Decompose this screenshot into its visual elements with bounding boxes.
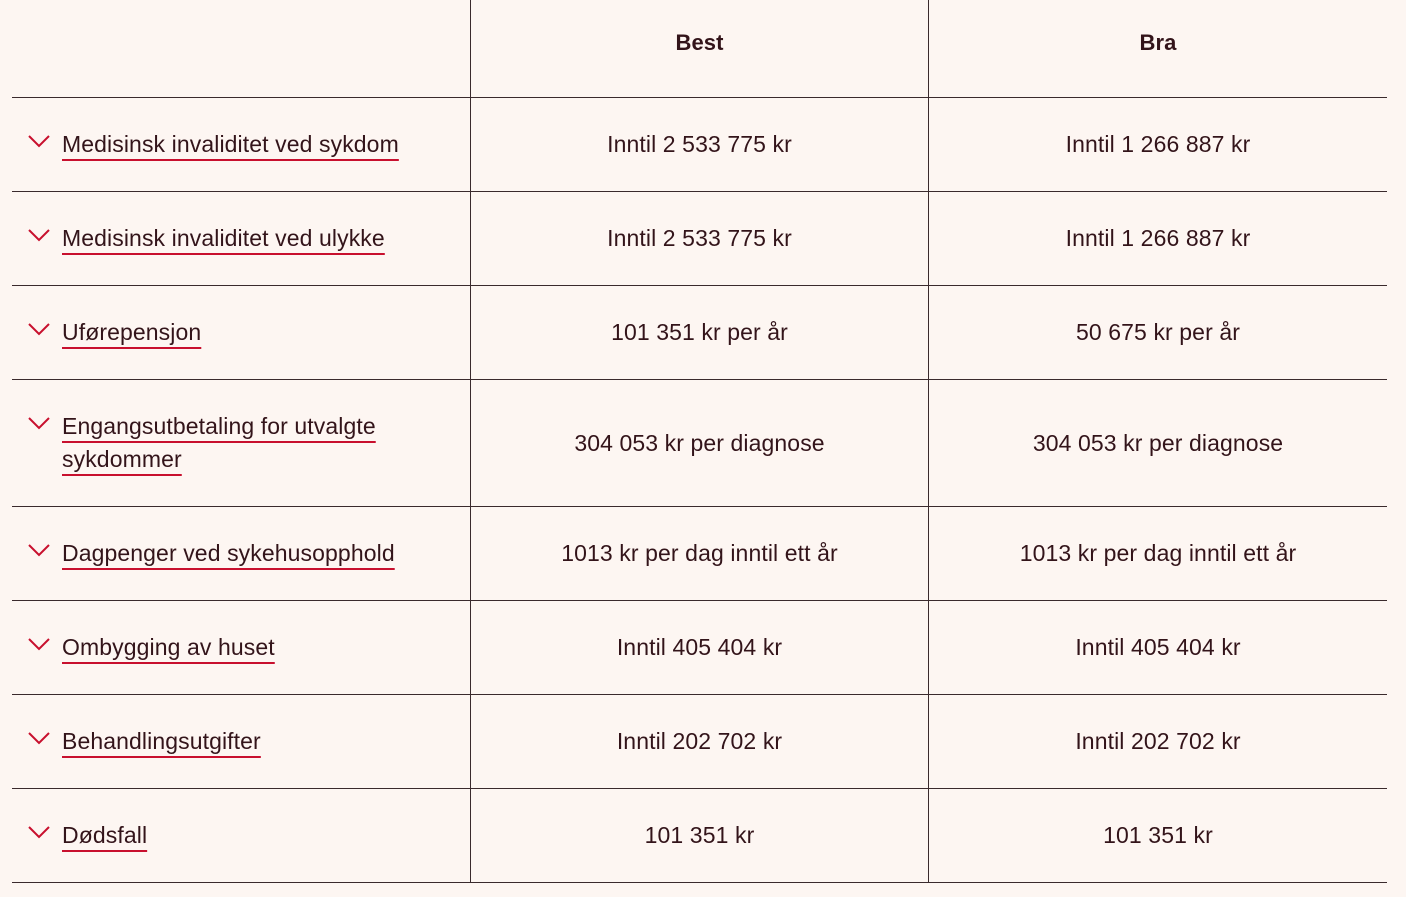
row-toggle[interactable]: [12, 631, 275, 664]
table-row: [12, 789, 1387, 883]
bra-value-cell: Inntil 1 266 887 kr: [928, 192, 1387, 285]
table-row: [12, 380, 1387, 507]
bra-value-cell: 50 675 kr per år: [928, 286, 1387, 379]
table-row: [12, 507, 1387, 601]
bra-value-cell: Inntil 405 404 kr: [928, 601, 1387, 694]
best-value-cell: 1013 kr per dag inntil ett år: [470, 507, 928, 600]
row-label-link[interactable]: Engangsutbetaling for utvalgte sykdommer: [62, 413, 376, 472]
chevron-down-icon[interactable]: [26, 227, 52, 243]
chevron-down-icon[interactable]: [26, 542, 52, 558]
best-value-cell: 101 351 kr: [470, 789, 928, 882]
chevron-down-icon[interactable]: [26, 133, 52, 149]
row-label-link[interactable]: Ombygging av huset: [62, 634, 275, 660]
bra-value-cell: 304 053 kr per diagnose: [928, 380, 1387, 506]
row-toggle[interactable]: [12, 316, 201, 349]
table-row: [12, 286, 1387, 380]
row-toggle[interactable]: [12, 128, 399, 161]
best-value-cell: 101 351 kr per år: [470, 286, 928, 379]
chevron-down-icon[interactable]: [26, 824, 52, 840]
row-toggle[interactable]: [12, 537, 395, 570]
table-header-row: [12, 0, 1387, 98]
row-label-link[interactable]: Dødsfall: [62, 822, 148, 848]
row-label-link[interactable]: Uførepensjon: [62, 319, 202, 345]
row-label-cell: [12, 507, 470, 600]
column-header-bra: Bra: [928, 0, 1387, 97]
table-row: [12, 695, 1387, 789]
row-label-link[interactable]: Behandlingsutgifter: [62, 728, 261, 754]
bra-value-cell: 101 351 kr: [928, 789, 1387, 882]
best-value-cell: Inntil 202 702 kr: [470, 695, 928, 788]
best-value-cell: Inntil 2 533 775 kr: [470, 192, 928, 285]
row-label-link[interactable]: Medisinsk invaliditet ved sykdom: [62, 131, 399, 157]
row-label-cell: [12, 98, 470, 191]
row-label-cell: [12, 380, 470, 506]
bra-value-cell: 1013 kr per dag inntil ett år: [928, 507, 1387, 600]
coverage-comparison-table: [12, 0, 1387, 883]
chevron-down-icon[interactable]: [26, 730, 52, 746]
row-label-cell: [12, 601, 470, 694]
header-empty-cell: [12, 0, 470, 97]
chevron-down-icon[interactable]: [26, 636, 52, 652]
best-value-cell: Inntil 2 533 775 kr: [470, 98, 928, 191]
best-value-cell: Inntil 405 404 kr: [470, 601, 928, 694]
row-label-cell: [12, 286, 470, 379]
row-toggle[interactable]: [12, 725, 261, 758]
table-row: [12, 601, 1387, 695]
bra-value-cell: Inntil 202 702 kr: [928, 695, 1387, 788]
row-label-cell: [12, 789, 470, 882]
row-label-cell: [12, 695, 470, 788]
table-row: [12, 192, 1387, 286]
row-toggle[interactable]: [12, 819, 147, 852]
best-value-cell: 304 053 kr per diagnose: [470, 380, 928, 506]
chevron-down-icon[interactable]: [26, 415, 52, 431]
row-toggle[interactable]: [12, 222, 385, 255]
column-header-best: Best: [470, 0, 928, 97]
table-row: [12, 98, 1387, 192]
chevron-down-icon[interactable]: [26, 321, 52, 337]
row-toggle[interactable]: [12, 410, 402, 476]
row-label-link[interactable]: Dagpenger ved sykehusopphold: [62, 540, 395, 566]
row-label-cell: [12, 192, 470, 285]
row-label-link[interactable]: Medisinsk invaliditet ved ulykke: [62, 225, 385, 251]
bra-value-cell: Inntil 1 266 887 kr: [928, 98, 1387, 191]
